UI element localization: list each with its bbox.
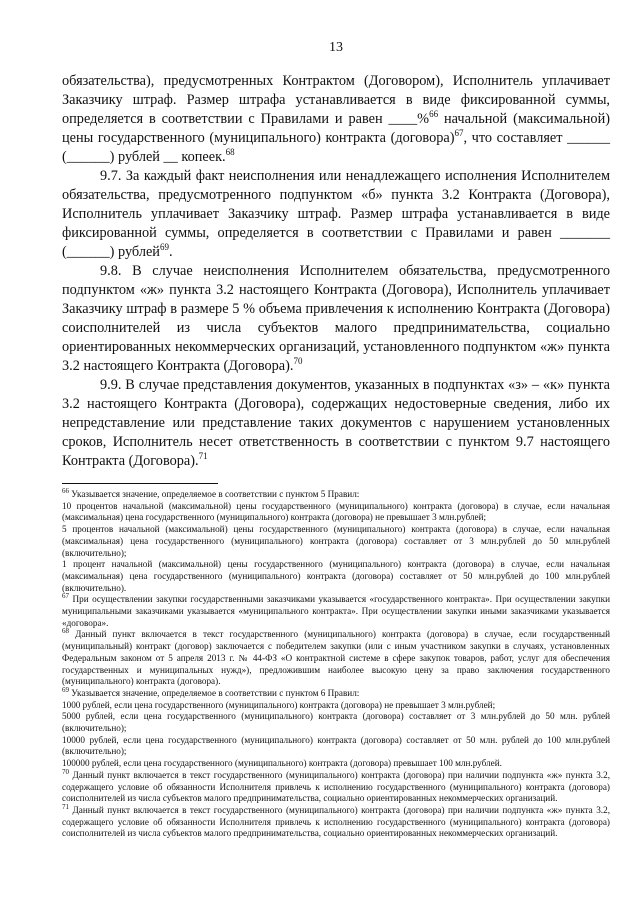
footnotes (62, 486, 610, 840)
paragraph-continuation: обязательства), предусмотренных Контрактом (Договором), Исполнитель уплачивает Заказчику штраф. Размер штрафа устанавливается в виде фиксированной суммы, определяется в соответствии с Правилами и равен ____%$^{66}$ начальной (максимальной) цены государственного (муниципального) контракта (договора)$^{67}$, что составляет ______ (______) рублей __ копеек.$^{68}$ (62, 73, 610, 165)
footnote-ref: 70 (293, 356, 303, 367)
footnote-separator (62, 483, 218, 484)
footnote-ref: 68 (225, 147, 235, 158)
footnote: $^{66}$ Указывается значение, определяемое в соответствии с пунктом 5 Правил: (62, 486, 360, 499)
footnote-line: 100000 рублей, если цена государственного (муниципального) контракта (договора) превышает 100 млн.рублей. (62, 758, 502, 769)
footnote: $^{70}$ Данный пункт включается в текст государственного (муниципального) контракта (договора) при наличии подпункта «ж» пункта 3.2, содержащего условие об обязанности Исполнителя привлечь к исполнению государственного (муниципального) контракта (договора) соисполнителей из числа субъектов малого предпринимательства, социально ориентированных некоммерческих организаций. (62, 767, 610, 804)
paragraph-9-9: 9.9. В случае представления документов, указанных в подпунктах «з» – «к» пункта 3.2 настоящего Контракта (Договора), содержащих недостоверные сведения, либо их непредставление или представление таких документов с нарушением установленных сроков, Исполнитель несет ответственность в соответствии с пунктом 9.7 настоящего Контракта (Договора).$^{71}$ (62, 377, 610, 469)
footnote-line: 10 процентов начальной (максимальной) цены государственного (муниципального) контракта (договора) в случае, если начальная (максимальная) цена государственного (муниципального) контракта (договора) не превышает 3 млн.рублей; (62, 500, 610, 523)
footnote-line: 5000 рублей, если цена государственного (муниципального) контракта (договора) составляет от 3 млн.рублей до 50 млн. рублей (включительно); (62, 711, 610, 734)
footnote-line: 5 процентов начальной (максимальной) цены государственного (муниципального) контракта (договора) в случае, если начальная (максимальная) цена государственного (муниципального) контракта (договора) составляет от 3 млн.рублей до 50 млн.рублей (включительно); (62, 524, 610, 558)
paragraph-9-7: 9.7. За каждый факт неисполнения или ненадлежащего исполнения Исполнителем обязательства, предусмотренного подпунктом «б» пункта 3.2 Контракта (Договора), Исполнитель уплачивает Заказчику штраф. Размер штрафа устанавливается в виде фиксированной суммы, определяется в соответствии с Правилами и равен _______ (______) рублей$^{69}$. (62, 168, 610, 260)
footnote-line: 1000 рублей, если цена государственного (муниципального) контракта (договора) не превышает 3 млн.рублей; (62, 699, 496, 710)
footnote-line: 10000 рублей, если цена государственного (муниципального) контракта (договора) составляет от 50 млн. рублей до 100 млн.рублей (включительно); (62, 734, 610, 757)
body-text (62, 72, 610, 471)
page-number: 13 (329, 40, 343, 55)
footnote: $^{71}$ Данный пункт включается в текст государственного (муниципального) контракта (договора) при наличии подпункта «ж» пункта 3.2, содержащего условие об обязанности Исполнителя привлечь к исполнению государственного (муниципального) контракта (договора) соисполнителей из числа субъектов малого предпринимательства, социально ориентированных некоммерческих организаций. (62, 802, 610, 839)
footnote-ref: 71 (198, 451, 208, 462)
footnote-ref: 67 (454, 128, 464, 139)
footnote: $^{68}$ Данный пункт включается в текст государственного (муниципального) контракта (договора) в случае, если государственный (муниципальный) контракт (договор) заключается с победителем закупки (или с иным участником закупки в случаях, установленных Федеральным законом от 5 апреля 2013 г. № 44-ФЗ «О контрактной системе в сфере закупок товаров, работ, услуг для обеспечения государственных и муниципальных нужд»), предложившим наиболее высокую цену за право заключения государственного (муниципального) контракта (договора). (62, 627, 610, 687)
footnote: $^{69}$ Указывается значение, определяемое в соответствии с пунктом 6 Правил: (62, 685, 360, 698)
footnote-ref: 66 (429, 109, 439, 120)
footnote-ref: 69 (159, 242, 169, 253)
footnote-line: 1 процент начальной (максимальной) цены государственного (муниципального) контракта (договора) в случае, если начальная (максимальная) цена государственного (муниципального) контракта (договора) составляет от 50 млн.рублей до 100 млн.рублей (включительно). (62, 559, 610, 593)
paragraph-9-8: 9.8. В случае неисполнения Исполнителем обязательства, предусмотренного подпунктом «ж» пункта 3.2 настоящего Контракта (Договора), Исполнитель уплачивает Заказчику штраф в размере 5 % объема привлечения к исполнению Контракта (Договора) соисполнителей из числа субъектов малого предпринимательства, социально ориентированных некоммерческих организаций, установленного подпунктом «ж» пункта 3.2 настоящего Контракта (Договора).$^{70}$ (62, 263, 610, 374)
footnote: $^{67}$ При осуществлении закупки государственными заказчиками указывается «государственного контракта». При осуществлении закупки муниципальными заказчиками указывается «муниципального контракта». При осуществлении закупки иными заказчиками указывается «договора». (62, 592, 610, 628)
